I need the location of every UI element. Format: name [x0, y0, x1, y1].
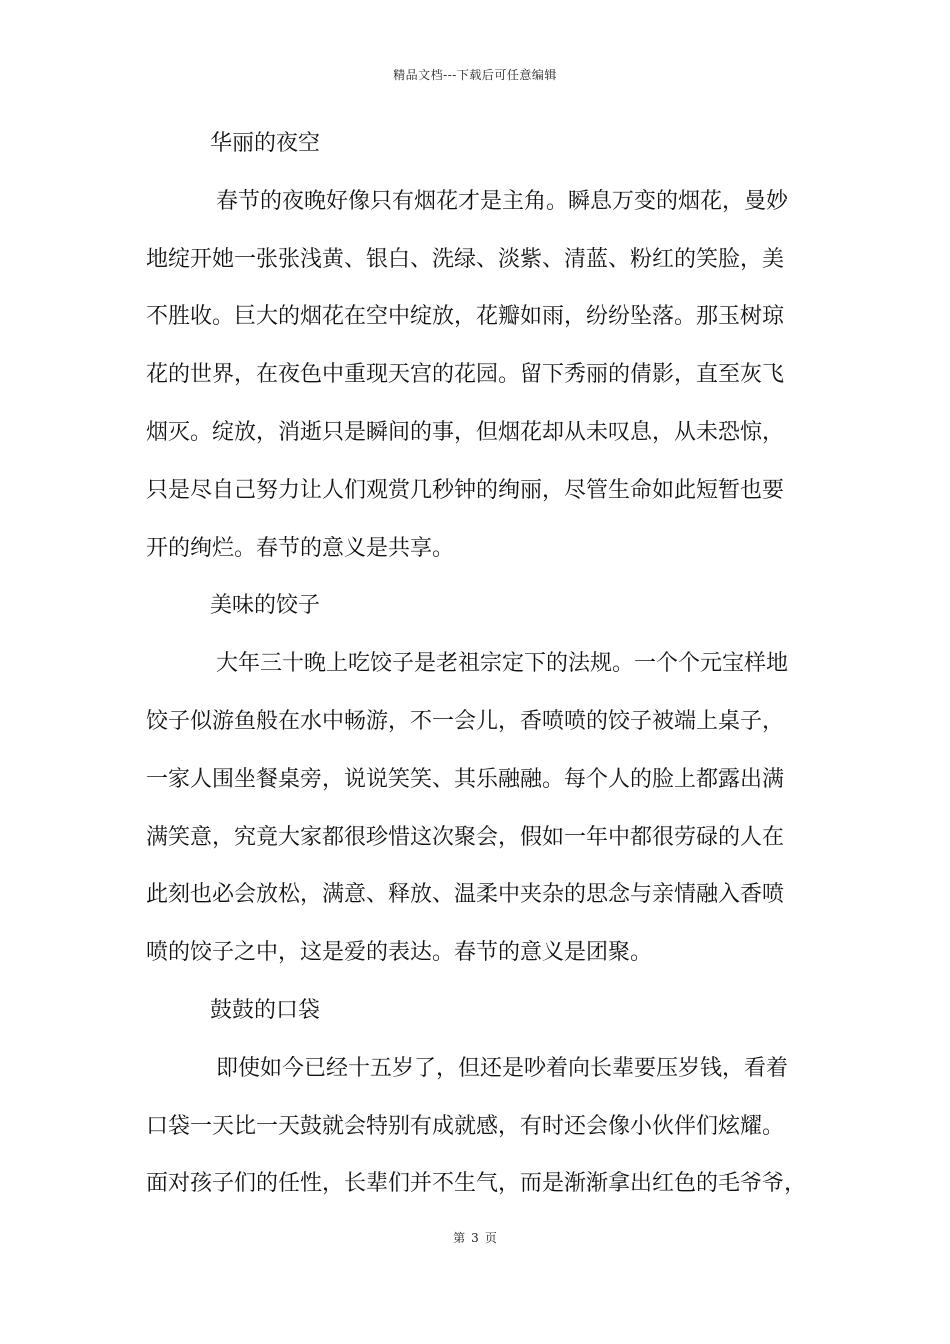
paragraph-line: 即使如今已经十五岁了，但还是吵着向长辈要压岁钱，看着: [216, 1055, 789, 1081]
paragraph-line: 不胜收。巨大的烟花在空中绽放，花瓣如雨，纷纷坠落。那玉树琼: [146, 304, 785, 330]
paragraph-line: 饺子似游鱼般在水中畅游，不一会儿，香喷喷的饺子被端上桌子，: [146, 708, 785, 734]
paragraph-line: 花的世界，在夜色中重现天宫的花园。留下秀丽的倩影，直至灰飞: [146, 362, 785, 388]
paragraph-line: 面对孩子们的任性，长辈们并不生气，而是渐渐拿出红色的毛爷爷，: [146, 1171, 807, 1197]
section-title: 华丽的夜空: [210, 131, 321, 156]
paragraph-line: 喷的饺子之中，这是爱的表达。春节的意义是团聚。: [146, 940, 653, 966]
paragraph-line: 开的绚烂。春节的意义是共享。: [146, 535, 455, 561]
paragraph-line: 春节的夜晚好像只有烟花才是主角。瞬息万变的烟花，曼妙: [216, 188, 789, 214]
paragraph-line: 满笑意，究竟大家都很珍惜这次聚会，假如一年中都很劳碌的人在: [146, 824, 785, 850]
page-label-suffix: 页: [484, 1231, 497, 1245]
paragraph-line: 只是尽自己努力让人们观赏几秒钟的绚丽，尽管生命如此短暂也要: [146, 477, 785, 503]
paragraph-line: 烟灭。绽放，消逝只是瞬间的事，但烟花却从未叹息，从未恐惊，: [146, 419, 785, 445]
page-header: 精品文档---下载后可任意编辑: [393, 68, 557, 82]
section-title: 美味的饺子: [210, 593, 321, 619]
page-number: 3: [471, 1231, 479, 1245]
paragraph-line: 地绽开她一张张浅黄、银白、洗绿、淡紫、清蓝、粉红的笑脸，美: [146, 246, 785, 272]
page-footer: [0, 1229, 950, 1246]
paragraph-line: 口袋一天比一天鼓就会特别有成就感，有时还会像小伙伴们炫耀。: [146, 1113, 785, 1139]
page-label-prefix: 第: [453, 1231, 466, 1245]
document-body: [146, 133, 808, 1231]
section-title: 鼓鼓的口袋: [210, 997, 321, 1023]
paragraph-line: 此刻也必会放松，满意、释放、温柔中夹杂的思念与亲情融入香喷: [146, 882, 785, 908]
paragraph-line: 一家人围坐餐桌旁，说说笑笑、其乐融融。每个人的脸上都露出满: [146, 766, 785, 792]
paragraph-line: 大年三十晚上吃饺子是老祖宗定下的法规。一个个元宝样地: [216, 651, 789, 677]
